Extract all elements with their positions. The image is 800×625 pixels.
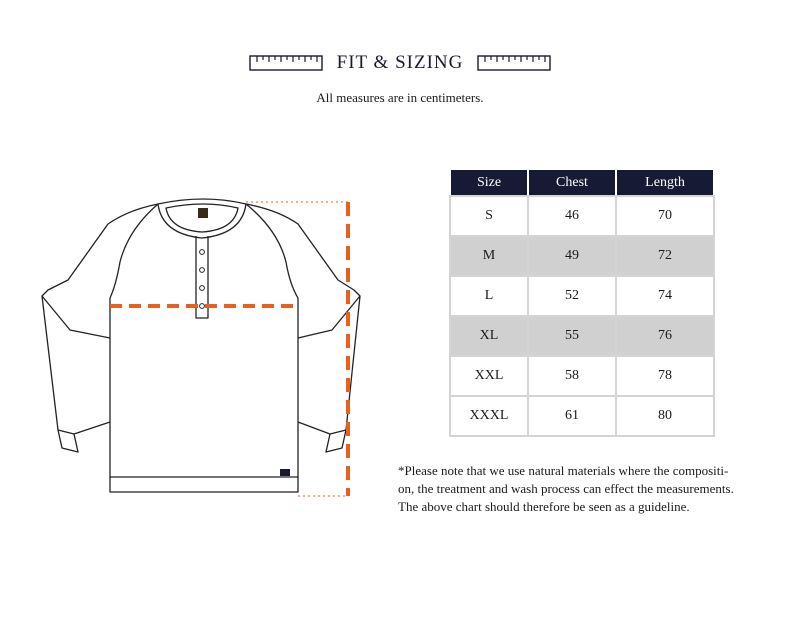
note-line: on, the treatment and wash process can effect the measurements. [398, 481, 734, 496]
cell-length: 80 [617, 397, 713, 435]
cell-size: L [451, 277, 527, 315]
page-title: FIT & SIZING [336, 52, 464, 73]
cell-chest: 58 [529, 357, 615, 395]
button [200, 268, 205, 273]
shirt-illustration [28, 190, 368, 510]
table-header-row [451, 170, 713, 195]
table-row [451, 317, 713, 355]
cell-size: XXL [451, 357, 527, 395]
cell-chest: 46 [529, 197, 615, 235]
measurement-disclaimer [398, 462, 778, 516]
button [200, 304, 205, 309]
cell-size: XL [451, 317, 527, 355]
neck-label [198, 208, 208, 218]
cell-length: 70 [617, 197, 713, 235]
table-row [451, 357, 713, 395]
hem-tag [280, 469, 290, 476]
button [200, 286, 205, 291]
column-header-chest: Chest [529, 170, 615, 195]
column-header-size: Size [451, 170, 527, 195]
cell-chest: 61 [529, 397, 615, 435]
note-line: The above chart should therefore be seen as a guideline. [398, 499, 690, 514]
cell-chest: 49 [529, 237, 615, 275]
table-row [451, 277, 713, 315]
shirt-shoulders [42, 204, 158, 434]
table-row [451, 397, 713, 435]
cell-chest: 52 [529, 277, 615, 315]
page-subtitle: All measures are in centimeters. [316, 90, 484, 105]
cell-length: 72 [617, 237, 713, 275]
ruler-left-icon [249, 52, 323, 74]
cell-length: 78 [617, 357, 713, 395]
ruler-right-icon [477, 52, 551, 74]
size-chart-table [449, 168, 715, 437]
cell-size: M [451, 237, 527, 275]
note-line: *Please note that we use natural materials where the compositi- [398, 463, 729, 478]
cell-length: 74 [617, 277, 713, 315]
table-row [451, 197, 713, 235]
cell-size: XXXL [451, 397, 527, 435]
table-row [451, 237, 713, 275]
cell-size: S [451, 197, 527, 235]
column-header-length: Length [617, 170, 713, 195]
button [200, 250, 205, 255]
sleeve-left [42, 296, 110, 338]
cell-chest: 55 [529, 317, 615, 355]
page-header [0, 52, 800, 74]
shirt-body [110, 298, 298, 492]
cell-length: 76 [617, 317, 713, 355]
